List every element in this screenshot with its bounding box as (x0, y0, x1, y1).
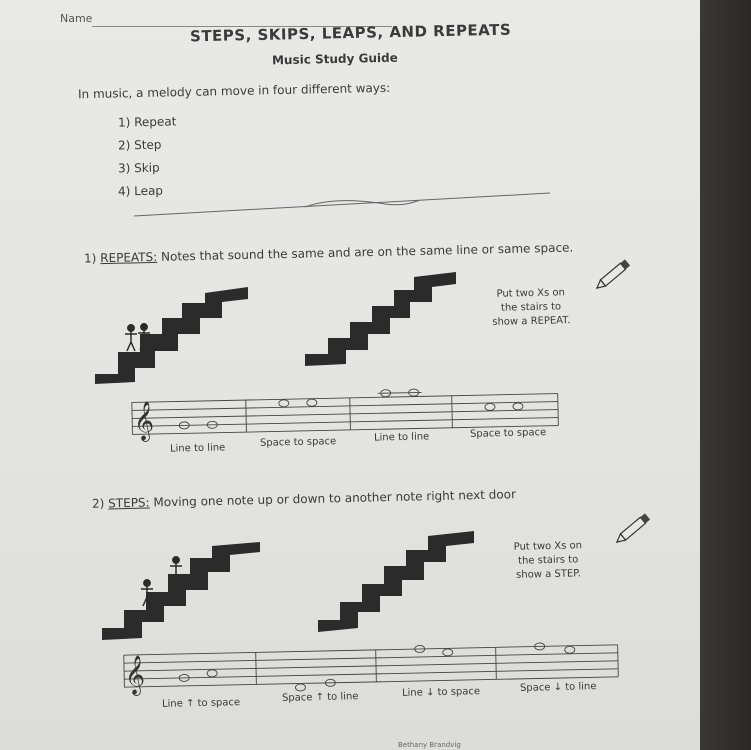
repeat-caption-3: Line to line (373, 431, 430, 444)
staff-repeat (132, 386, 559, 434)
device-edge (700, 0, 751, 750)
staff-step (124, 641, 619, 694)
section-steps-number: 2) (91, 496, 105, 511)
repeat-caption-2: Space to space (259, 436, 337, 449)
stairs-step-left (102, 542, 260, 640)
treble-clef-icon: 𝄞 (125, 655, 146, 695)
treble-clef-icon: 𝄞 (134, 401, 155, 441)
pencil-icon-step (614, 513, 650, 545)
step-instruction: Put two Xs on the stairs to show a STEP. (513, 540, 583, 581)
section-steps-title: STEPS: (108, 495, 150, 511)
step-caption-3: Line ↓ to space (401, 686, 481, 699)
list-item-repeat: 1) Repeat (117, 114, 177, 130)
list-item-skip: 3) Skip (117, 160, 160, 176)
list-item-leap: 4) Leap (117, 183, 164, 199)
list-item-step: 2) Step (117, 137, 162, 153)
section-repeats-number: 1) (83, 251, 97, 266)
step-caption-1: Line ↑ to space (161, 697, 241, 710)
step-caption-4: Space ↓ to line (519, 681, 597, 694)
worksheet-subtitle: Music Study Guide (271, 50, 398, 68)
footer-credit: Bethany Brandvig (398, 741, 461, 749)
repeat-instruction: Put two Xs on the stairs to show a REPEAT. (492, 287, 571, 328)
intro-text: In music, a melody can move in four different ways: (77, 80, 391, 102)
repeat-caption-1: Line to line (169, 442, 226, 455)
section-steps-description: Moving one note up or down to another note right next door (153, 487, 517, 510)
divider-line (134, 193, 550, 216)
stairs-step-right (318, 531, 474, 632)
stairs-repeat-right (305, 272, 456, 366)
repeat-caption-4: Space to space (469, 427, 547, 440)
step-caption-2: Space ↑ to line (281, 691, 359, 704)
stairs-repeat-left (95, 287, 248, 384)
worksheet-title: STEPS, SKIPS, LEAPS, AND REPEATS (189, 20, 512, 46)
section-repeats-title: REPEATS: (100, 249, 158, 266)
name-label: Name (60, 12, 93, 25)
section-repeats-description: Notes that sound the same and are on the same line or same space. (160, 240, 574, 264)
pencil-icon-repeat (594, 259, 630, 291)
